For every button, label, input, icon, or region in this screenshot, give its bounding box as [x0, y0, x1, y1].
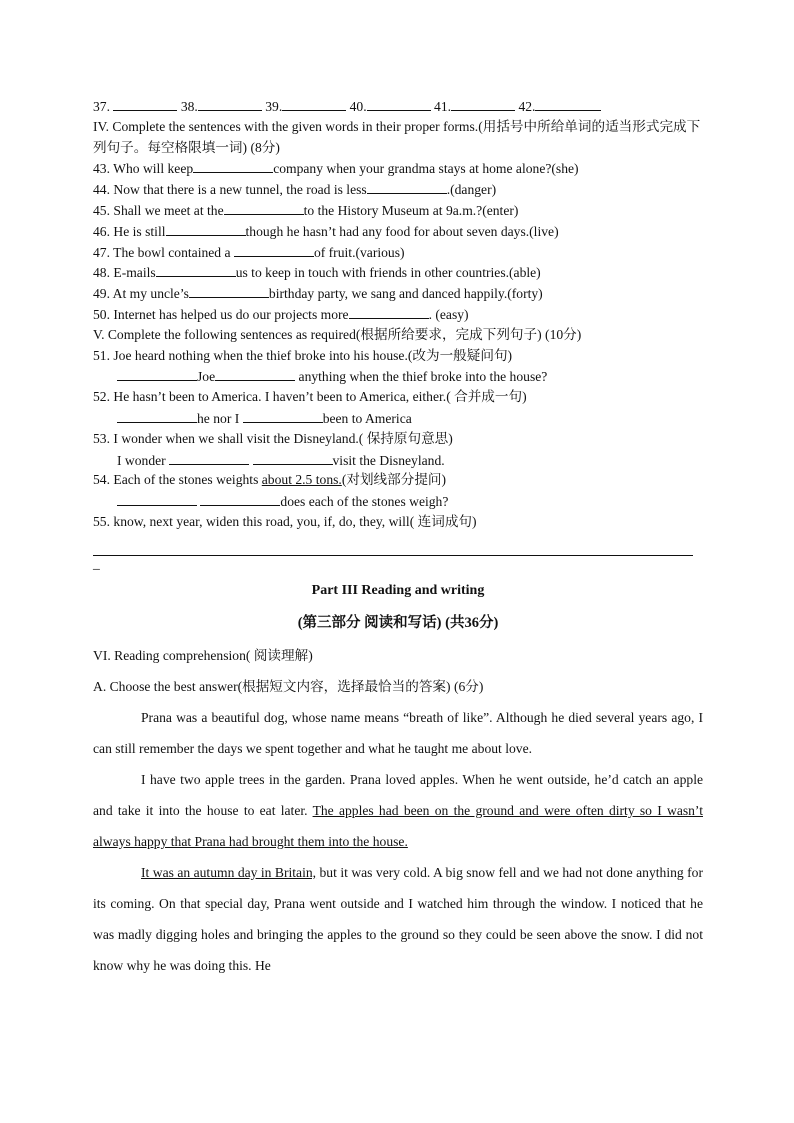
- underlined-sentence: It was an autumn day in Britain,: [141, 864, 317, 880]
- question-49: 49. At my uncle’s birthday party, we sang and danced happily.(forty): [93, 283, 703, 304]
- blank-label: 37.: [93, 99, 110, 114]
- answer-54: does each of the stones weigh?: [93, 491, 703, 512]
- part-subtitle: (第三部分 阅读和写话) (共36分): [297, 614, 499, 631]
- answer-blank[interactable]: [234, 242, 314, 257]
- question-48: 48. E-mails us to keep in touch with friends in other countries.(able): [93, 262, 703, 283]
- section-iv-heading: IV. Complete the sentences with the given words in their proper forms.(用括号中所给单词的适当形式完成下列句子。每空格限填一词) (8分): [93, 118, 701, 155]
- answer-blank[interactable]: [113, 96, 177, 111]
- answer-blank[interactable]: [189, 283, 269, 298]
- answer-52: he nor I been to America: [93, 408, 703, 429]
- section-a-heading: A. Choose the best answer(根据短文内容，选择最恰当的答案) (6分): [93, 678, 484, 694]
- question-51: 51. Joe heard nothing when the thief broke into his house.(改为一般疑问句): [93, 347, 513, 363]
- answer-blank[interactable]: [198, 96, 262, 111]
- answer-51: Joe anything when the thief broke into the house?: [93, 366, 703, 387]
- answer-53: I wonder visit the Disneyland.: [93, 450, 703, 471]
- answer-blank[interactable]: [166, 221, 246, 236]
- underlined-sentence: The apples had been on the ground and were often dirty so I wasn’t always happy that Prana had brought them into the house.: [93, 802, 703, 849]
- answer-blanks-row: [93, 96, 703, 117]
- question-43: 43. Who will keep company when your grandma stays at home alone?(she): [93, 158, 703, 179]
- answer-blank[interactable]: [117, 491, 197, 506]
- blank-label: 40.: [349, 99, 367, 114]
- passage-paragraph-3: It was an autumn day in Britain, but it was very cold. A big snow fell and we had not done anything for its coming. On that special day, Prana went outside and I watched him through the window. I noticed that he was madly digging holes and bringing the apples to the ground so they could be seen above the snow. I did not know why he was doing this. He: [93, 864, 703, 973]
- passage-paragraph-2: I have two apple trees in the garden. Prana loved apples. When he went outside, he’d catch an apple and take it into the house to eat later. The apples had been on the ground and were often dirty so I wasn’t always happy that Prana had brought them into the house.: [93, 771, 703, 849]
- answer-blank[interactable]: [117, 408, 197, 423]
- answer-blank[interactable]: [282, 96, 346, 111]
- answer-blank[interactable]: [200, 491, 280, 506]
- answer-blank[interactable]: [193, 158, 273, 173]
- question-53: 53. I wonder when we shall visit the Disneyland.( 保持原句意思): [93, 430, 453, 446]
- underlined-phrase: about 2.5 tons.: [261, 472, 342, 488]
- worksheet-page: [93, 96, 703, 981]
- blank-label: 38.: [180, 99, 198, 114]
- part-title: Part III Reading and writing: [311, 582, 485, 598]
- question-45: 45. Shall we meet at the to the History Museum at 9a.m.?(enter): [93, 200, 703, 221]
- answer-line-55[interactable]: [93, 537, 693, 556]
- question-47: 47. The bowl contained a of fruit.(various): [93, 242, 703, 263]
- answer-blank[interactable]: [243, 408, 323, 423]
- question-52: 52. He hasn’t been to America. I haven’t been to America, either.( 合并成一句): [93, 389, 527, 405]
- answer-blank[interactable]: [117, 366, 197, 381]
- blank-label: 39.: [265, 99, 283, 114]
- question-44: 44. Now that there is a new tunnel, the road is less .(danger): [93, 179, 703, 200]
- blank-label: 42.: [518, 99, 536, 114]
- answer-blank[interactable]: [156, 262, 236, 277]
- blank-label: 41.: [434, 99, 452, 114]
- answer-blank[interactable]: [367, 179, 447, 194]
- answer-blank[interactable]: [451, 96, 515, 111]
- answer-blank[interactable]: [253, 450, 333, 465]
- answer-blank[interactable]: [224, 200, 304, 215]
- answer-blank[interactable]: [535, 96, 601, 111]
- section-v-heading: V. Complete the following sentences as required(根据所给要求，完成下列句子) (10分): [93, 326, 582, 342]
- answer-blank[interactable]: [349, 304, 429, 319]
- question-54: 54. Each of the stones weights about 2.5 tons.(对划线部分提问): [93, 472, 447, 488]
- question-55: 55. know, next year, widen this road, you, if, do, they, will( 连词成句): [93, 513, 477, 529]
- question-50: 50. Internet has helped us do our projects more . (easy): [93, 304, 703, 325]
- passage-paragraph-1: Prana was a beautiful dog, whose name means “breath of like”. Although he died several years ago, I can still remember the days we spent together and what he taught me about love.: [93, 709, 703, 756]
- answer-blank[interactable]: [215, 366, 295, 381]
- answer-line-tail: _: [93, 555, 100, 571]
- section-vi-heading: VI. Reading comprehension( 阅读理解): [93, 647, 313, 663]
- question-46: 46. He is still though he hasn’t had any food for about seven days.(live): [93, 221, 703, 242]
- answer-blank[interactable]: [169, 450, 249, 465]
- answer-blank[interactable]: [367, 96, 431, 111]
